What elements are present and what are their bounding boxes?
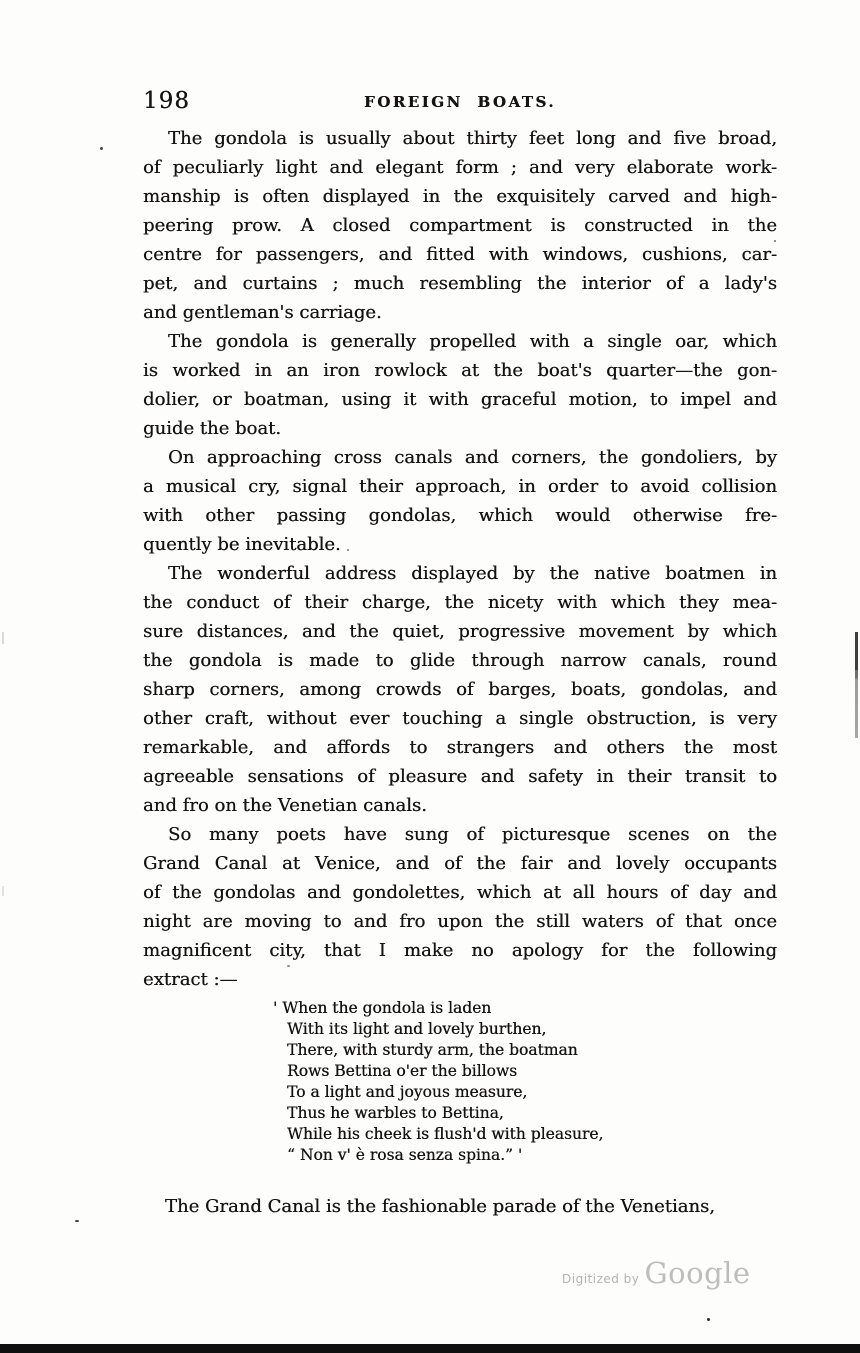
text-line: pet, and curtains ; much resembling the interior of a lady's	[143, 273, 777, 294]
text-line: The gondola is usually about thirty feet long and five broad,	[168, 128, 777, 149]
poem-block	[273, 998, 777, 1166]
text-line: night are moving to and fro upon the still waters of that once	[143, 911, 777, 932]
scan-speck	[287, 965, 290, 967]
paragraphs-container	[143, 124, 777, 994]
text-line: the conduct of their charge, the nicety with which they mea-	[143, 592, 777, 613]
page-number: 198	[143, 88, 190, 114]
text-line: guide the boat.	[143, 418, 282, 439]
text-line: quently be inevitable.	[143, 534, 341, 555]
text-line: sharp corners, among crowds of barges, boats, gondolas, and	[143, 679, 777, 700]
text-line: magnificent city, that I make no apology for the following	[143, 940, 777, 961]
text-line: manship is often displayed in the exquisitely carved and high-	[143, 186, 777, 207]
scan-speck	[2, 886, 4, 896]
text-line: peering prow. A closed compartment is constructed in the	[143, 215, 777, 236]
scan-speck	[100, 147, 103, 150]
poem-line: To a light and joyous measure,	[287, 1083, 528, 1101]
text-line: On approaching cross canals and corners, the gondoliers, by	[168, 447, 777, 468]
poem-line: Rows Bettina o'er the billows	[287, 1062, 518, 1080]
paragraph	[143, 443, 777, 559]
text-line: extract :—	[143, 969, 238, 990]
text-line: of the gondolas and gondolettes, which at all hours of day and	[143, 882, 777, 903]
poem-line: “ Non v' è rosa senza spina.” '	[287, 1146, 523, 1164]
poem-line: While his cheek is flush'd with pleasure,	[287, 1125, 604, 1143]
scan-speck	[2, 632, 4, 644]
paragraph	[143, 327, 777, 443]
scan-edge-artifact	[855, 632, 858, 738]
text-line: So many poets have sung of picturesque scenes on the	[168, 824, 777, 845]
text-line: other craft, without ever touching a single obstruction, is very	[143, 708, 777, 729]
text-block	[143, 124, 777, 1221]
google-watermark	[562, 1256, 751, 1290]
page-header	[143, 88, 777, 118]
text-line: centre for passengers, and fitted with windows, cushions, car-	[143, 244, 777, 265]
poem-line: With its light and lovely burthen,	[287, 1020, 547, 1038]
text-line: the gondola is made to glide through narrow canals, round	[143, 650, 777, 671]
text-line: with other passing gondolas, which would otherwise fre-	[143, 505, 777, 526]
running-title: FOREIGN BOATS.	[364, 93, 556, 111]
google-logo-text: Google	[644, 1256, 751, 1290]
text-line: agreeable sensations of pleasure and safety in their transit to	[143, 766, 777, 787]
scan-speck	[75, 1220, 79, 1222]
scan-bottom-bar	[0, 1344, 860, 1353]
poem-line: Thus he warbles to Bettina,	[287, 1104, 504, 1122]
scan-speck	[707, 1318, 710, 1321]
digitized-by-label: Digitized by	[562, 1272, 640, 1286]
poem-line: ' When the gondola is laden	[273, 999, 492, 1017]
text-line: and gentleman's carriage.	[143, 302, 382, 323]
text-line: of peculiarly light and elegant form ; and very elaborate work-	[143, 157, 777, 178]
text-line: is worked in an iron rowlock at the boat's quarter—the gon-	[143, 360, 777, 381]
closing-paragraph-line: The Grand Canal is the fashionable parade of the Venetians,	[165, 1196, 715, 1217]
text-line: Grand Canal at Venice, and of the fair and lovely occupants	[143, 853, 777, 874]
text-line: a musical cry, signal their approach, in order to avoid collision	[143, 476, 777, 497]
text-line: dolier, or boatman, using it with graceful motion, to impel and	[143, 389, 777, 410]
paragraph	[143, 820, 777, 994]
text-line: The gondola is generally propelled with a single oar, which	[168, 331, 777, 352]
text-line: The wonderful address displayed by the native boatmen in	[168, 563, 777, 584]
scan-speck	[347, 549, 349, 551]
text-line: sure distances, and the quiet, progressive movement by which	[143, 621, 777, 642]
scan-speck	[774, 240, 776, 242]
paragraph	[143, 124, 777, 327]
text-line: remarkable, and affords to strangers and others the most	[143, 737, 777, 758]
paragraph	[143, 559, 777, 820]
poem-line: There, with sturdy arm, the boatman	[287, 1041, 578, 1059]
text-line: and fro on the Venetian canals.	[143, 795, 427, 816]
